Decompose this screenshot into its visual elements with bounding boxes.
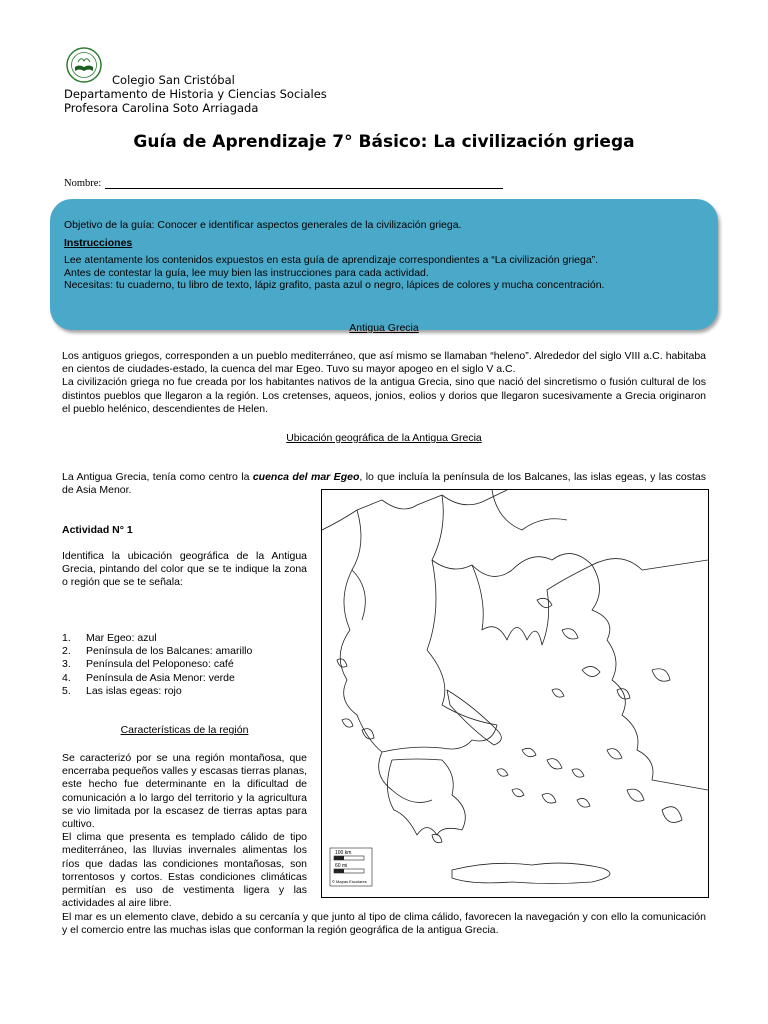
item-number: 4. — [62, 671, 71, 684]
list-item — [62, 632, 252, 645]
ubicacion-text-end: , lo que incluía la península de los Balcanes, las islas egeas, y las costas de Asia Menor. — [62, 471, 706, 497]
paragraph: El clima que presenta es templado cálido de tipo mediterráneo, las lluvias invernales alimentas los ríos que dadas las condiciones montañosas, son torrentosos y cortos. Estas condiciones climáticas permitían es uso de vestimenta ligera y las actividades al aire libre. — [62, 831, 307, 910]
map-copyright: © Mapas Escolares — [332, 879, 367, 884]
activity-instruction: Identifica la ubicación geográfica de la Antigua Grecia, pintando del color que se te indique la zona o región que se te señala: — [62, 550, 307, 589]
region-text — [62, 752, 307, 910]
instructions-heading: Instrucciones — [64, 236, 133, 249]
section-heading-caracteristicas: Características de la región — [120, 724, 249, 736]
department-name: Departamento de Historia y Ciencias Sociales — [64, 87, 327, 101]
name-field[interactable] — [64, 178, 503, 189]
instruction-line: Lee atentamente los contenidos expuestos en esta guía de aprendizaje correspondientes a “La civilización griega”. — [64, 254, 599, 266]
school-logo — [66, 47, 102, 83]
page-title: Guía de Aprendizaje 7° Básico: La civilización griega — [133, 132, 635, 152]
map-scale — [330, 848, 372, 886]
instruction-line: Antes de contestar la guía, lee muy bien las instrucciones para cada actividad. — [64, 266, 429, 279]
item-text: Península de los Balcanes: amarillo — [86, 645, 253, 658]
section-heading-ubicacion: Ubicación geográfica de la Antigua Grecia — [286, 432, 482, 444]
paragraph: Se caracterizó por se una región montañosa, que encerraba pequeños valles y escasas tierras planas, este hecho fue determinante en la dificultad de comunicación a lo largo del territorio y la agricultura se vio limitada por la escasez de tierras aptas para cultivo. — [62, 752, 307, 831]
closing-paragraph: El mar es un elemento clave, debido a su cercanía y que junto al tipo de clima cálido, favorecen la navegación y con ello la comunicación y el comercio entre las muchas islas que conforman la región geográfica de la antigua Grecia. — [62, 911, 706, 937]
antigua-grecia-text — [62, 350, 706, 416]
objective-text-block — [64, 219, 704, 292]
greece-outline-map[interactable] — [321, 489, 709, 898]
school-name: Colegio San Cristóbal — [112, 73, 235, 87]
name-label: Nombre: — [64, 178, 102, 189]
scale-km-label: 100 km — [335, 850, 352, 856]
activity-list — [62, 632, 252, 698]
item-text: Las islas egeas: rojo — [86, 684, 182, 697]
scale-mi-label: 60 mi — [335, 863, 348, 869]
paragraph: Los antiguos griegos, corresponden a un pueblo mediterráneo, que así mismo se llamaban “heleno”. Alrededor del siglo VIII a.C. habitaba en cientos de ciudades-estado, la cuenca del mar Egeo. Tuvo su mayor apogeo en el siglo V a.C. — [62, 350, 706, 376]
list-item — [62, 658, 252, 671]
activity-title: Actividad N° 1 — [62, 524, 133, 536]
item-text: Península de Asia Menor: verde — [86, 671, 235, 684]
item-number: 5. — [62, 684, 71, 697]
instruction-line: Necesitas: tu cuaderno, tu libro de texto, lápiz grafito, pasta azul o negro, lápices de colores y mucha concentración. — [64, 279, 605, 291]
emphasis-cuenca: cuenca del mar Egeo — [252, 471, 360, 483]
list-item — [62, 645, 252, 658]
section-heading-antigua-grecia: Antigua Grecia — [349, 322, 419, 334]
item-number: 1. — [62, 632, 71, 644]
item-number: 2. — [62, 645, 71, 658]
item-text: Península del Peloponeso: café — [86, 658, 234, 671]
item-number: 3. — [62, 658, 71, 671]
objective-text: Objetivo de la guía: Conocer e identificar aspectos generales de la civilización griega. — [64, 219, 462, 231]
list-item — [62, 672, 252, 685]
item-text: Mar Egeo: azul — [86, 632, 157, 644]
name-line[interactable] — [105, 178, 503, 189]
ubicacion-text-start: La Antigua Grecia, tenía como centro la — [62, 471, 253, 483]
paragraph: La civilización griega no fue creada por los habitantes nativos de la antigua Grecia, sino que nació del sincretismo o fusión cultural de los distintos pueblos que llegaron a la región. Los cretenses, aqueos, jonios, eolios y dorios que llegaron sucesivamente a Grecia originaron el pueblo helénico, descendientes de Helen. — [62, 376, 706, 415]
teacher-name: Profesora Carolina Soto Arriagada — [64, 101, 259, 115]
list-item — [62, 685, 252, 698]
